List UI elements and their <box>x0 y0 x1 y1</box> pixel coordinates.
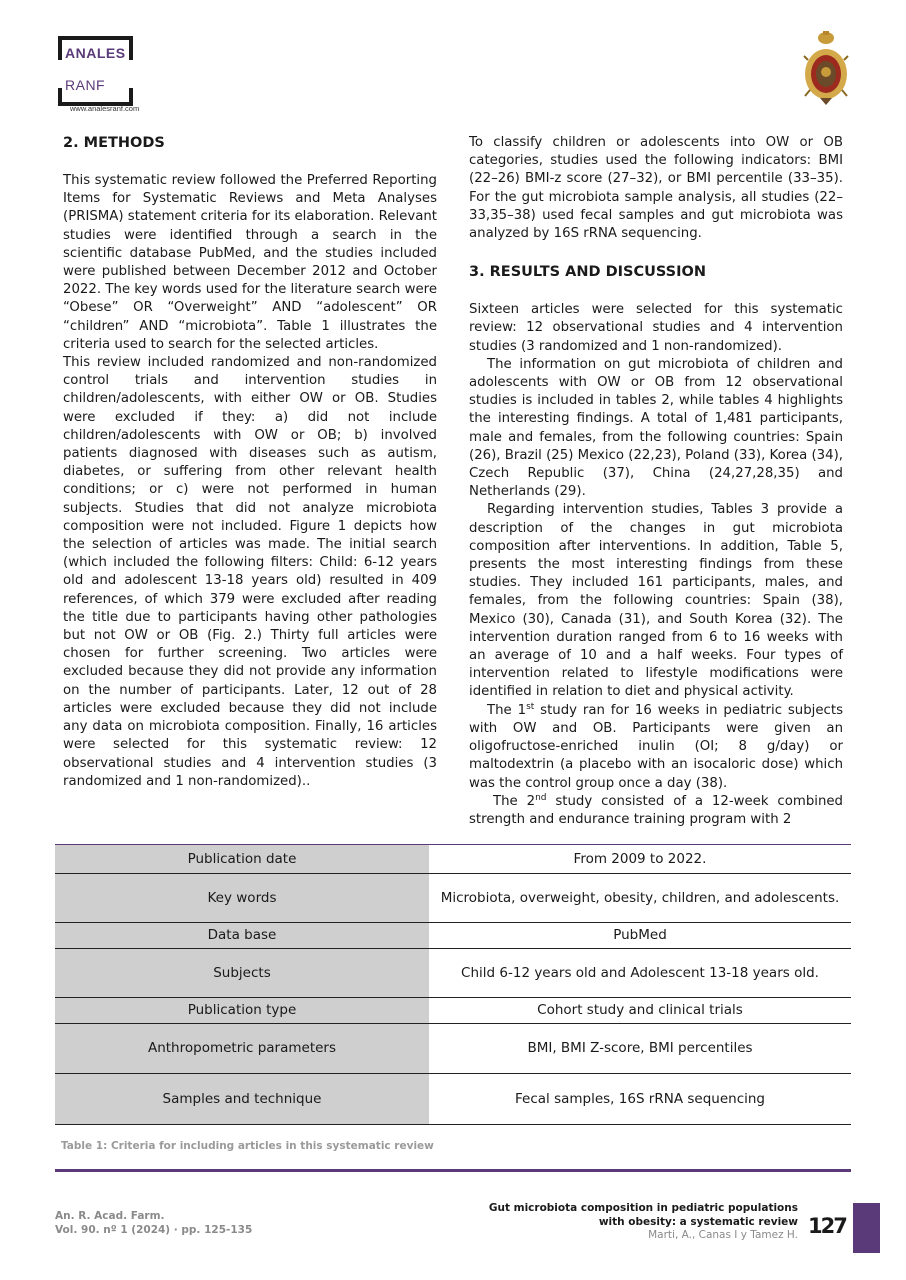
journal-citation <box>55 1209 252 1237</box>
methods-paragraph-1: This systematic review followed the Preferred Reporting Items for Systematic Reviews and Meta Analyses (PRISMA) statement criteria for its elaboration. Relevant studies were identified through a search in the scientific database PubMed, and the studies included were published between December 2012 and October 2022. The key words used for the literature search were “Obese” OR “Overweight” AND “adolescent” OR “children” AND “microbiota”. Table 1 illustrates the criteria used to search for the selected articles. <box>63 173 437 352</box>
table-value-cell: Child 6-12 years old and Adolescent 13-18 years old. <box>429 948 851 997</box>
methods-paragraph-3: To classify children or adolescents into OW or OB categories, studies used the following indicators: BMI (22–26) BMI-z score (27–32), or BMI percentile (33–35). For the gut microbiota sample analysis, all studies (22–33,35–38) used fecal samples and gut microbiota was analyzed by 16S rRNA sequencing. <box>469 135 843 242</box>
left-column <box>63 134 437 791</box>
table-row <box>55 948 851 997</box>
journal-name: An. R. Acad. Farm. <box>55 1210 165 1222</box>
table-value-cell: Microbiota, overweight, obesity, children, and adolescents. <box>429 873 851 922</box>
results-paragraph-5 <box>469 793 843 829</box>
text-span: study consisted of a 12-week combined strength and endurance training program with 2 <box>469 793 843 827</box>
superscript: st <box>526 701 535 712</box>
text-span: The 2 <box>493 793 536 809</box>
results-paragraph-3: Regarding intervention studies, Tables 3 provide a description of the changes in gut microbiota composition after interventions. In addition, Table 5, presents the most interesting findings from these studies. They included 161 participants, males, and females, from the following countries: Spain (38), Mexico (30), Canada (31), and South Korea (32). The intervention duration ranged from 6 to 16 weeks with an average of 10 and a half weeks. Four types of intervention related to lifestyle modifications were identified in relation to diet and physical activity. <box>469 502 843 700</box>
table-row <box>55 1023 851 1073</box>
table-value-cell: PubMed <box>429 922 851 948</box>
text-span: The 1 <box>487 702 527 718</box>
journal-website: www.analesranf.com <box>70 104 140 113</box>
table-label-cell: Data base <box>55 922 429 948</box>
methods-paragraph-2: This review included randomized and non-randomized control trials and intervention studies in children/adolescents, with either OW or OB. Studies were excluded if they: a) did not include children/adolescents with OW or OB; b) involved patients diagnosed with diseases such as autism, diabetes, or suffering from other relevant health conditions; or c) were not performed in human subjects. Studies that did not analyze microbiota composition were not included. Figure 1 depicts how the selection of articles was made. The initial search (which included the following filters: Child: 6-12 years old and adolescent 13-18 years old) resulted in 409 references, of which 379 were excluded after reading the title due to participants having other pathologies but not OW or OB (Fig. 2.) Thirty full articles were chosen for further screening. Two articles were excluded because they did not provide any information on the number of participants. Later, 12 out of 28 articles were excluded because they did not include any data on microbiota composition. Finally, 16 articles were selected for this systematic review: 12 observational studies and 4 intervention studies (3 randomized and 1 non-randomized).. <box>63 355 437 789</box>
table-label-cell: Subjects <box>55 948 429 997</box>
results-paragraph-2: The information on gut microbiota of children and adolescents with OW or OB from 12 observational studies is included in tables 2, while tables 4 highlights the interesting findings. A total of 1,481 participants, male and females, from the following countries: Spain (26), Brazil (25) Mexico (22,23), Poland (33), Korea (34), Czech Republic (37), China (24,27,28,35) and Netherlands (29). <box>469 356 843 500</box>
running-title-line-1: Gut microbiota composition in pediatric populations <box>488 1202 798 1214</box>
table-label-cell: Publication type <box>55 997 429 1023</box>
journal-volume: Vol. 90. nº 1 (2024) · pp. 125-135 <box>55 1224 253 1236</box>
section-heading-methods: 2. METHODS <box>63 135 165 151</box>
page-marker-bar <box>853 1203 880 1253</box>
table-row <box>55 1073 851 1124</box>
table-value-cell: From 2009 to 2022. <box>429 845 851 873</box>
text-span: study ran for 16 weeks in pediatric subjects with OW and OB. Participants were given an oligofructose-enriched inulin (OI; 8 g/day) or maltodextrin (a placebo with an isocaloric dose) which was the control group once a day (38). <box>469 702 843 791</box>
table-caption: Table 1: Criteria for including articles in this systematic review <box>61 1140 434 1152</box>
table-label-cell: Anthropometric parameters <box>55 1023 429 1073</box>
logo-ranf-text: RANF <box>65 77 106 93</box>
table-row <box>55 845 851 873</box>
superscript: nd <box>535 792 547 803</box>
running-title <box>489 1202 798 1243</box>
table-value-cell: BMI, BMI Z-score, BMI percentiles <box>429 1023 851 1073</box>
table-value-cell: Cohort study and clinical trials <box>429 997 851 1023</box>
results-paragraph-4 <box>469 702 843 793</box>
table-row <box>55 997 851 1023</box>
journal-logo <box>56 36 176 116</box>
criteria-table <box>55 845 851 1125</box>
footer-rule <box>55 1169 851 1172</box>
table-label-cell: Samples and technique <box>55 1073 429 1124</box>
logo-anales-text: ANALES <box>65 45 126 61</box>
table-row <box>55 873 851 922</box>
right-column <box>469 134 843 829</box>
running-title-line-2: with obesity: a systematic review <box>598 1215 798 1228</box>
section-heading-results: 3. RESULTS AND DISCUSSION <box>469 264 706 281</box>
table-row <box>55 922 851 948</box>
page-number: 127 <box>808 1214 846 1238</box>
running-authors: Marti, A., Canas I y Tamez H. <box>648 1229 798 1241</box>
academy-crest-icon <box>802 30 850 106</box>
results-paragraph-1: Sixteen articles were selected for this systematic review: 12 observational studies and 4 intervention studies (3 randomized and 1 non-randomized). <box>469 302 843 354</box>
table-label-cell: Publication date <box>55 845 429 873</box>
table-label-cell: Key words <box>55 873 429 922</box>
table-value-cell: Fecal samples, 16S rRNA sequencing <box>429 1073 851 1124</box>
